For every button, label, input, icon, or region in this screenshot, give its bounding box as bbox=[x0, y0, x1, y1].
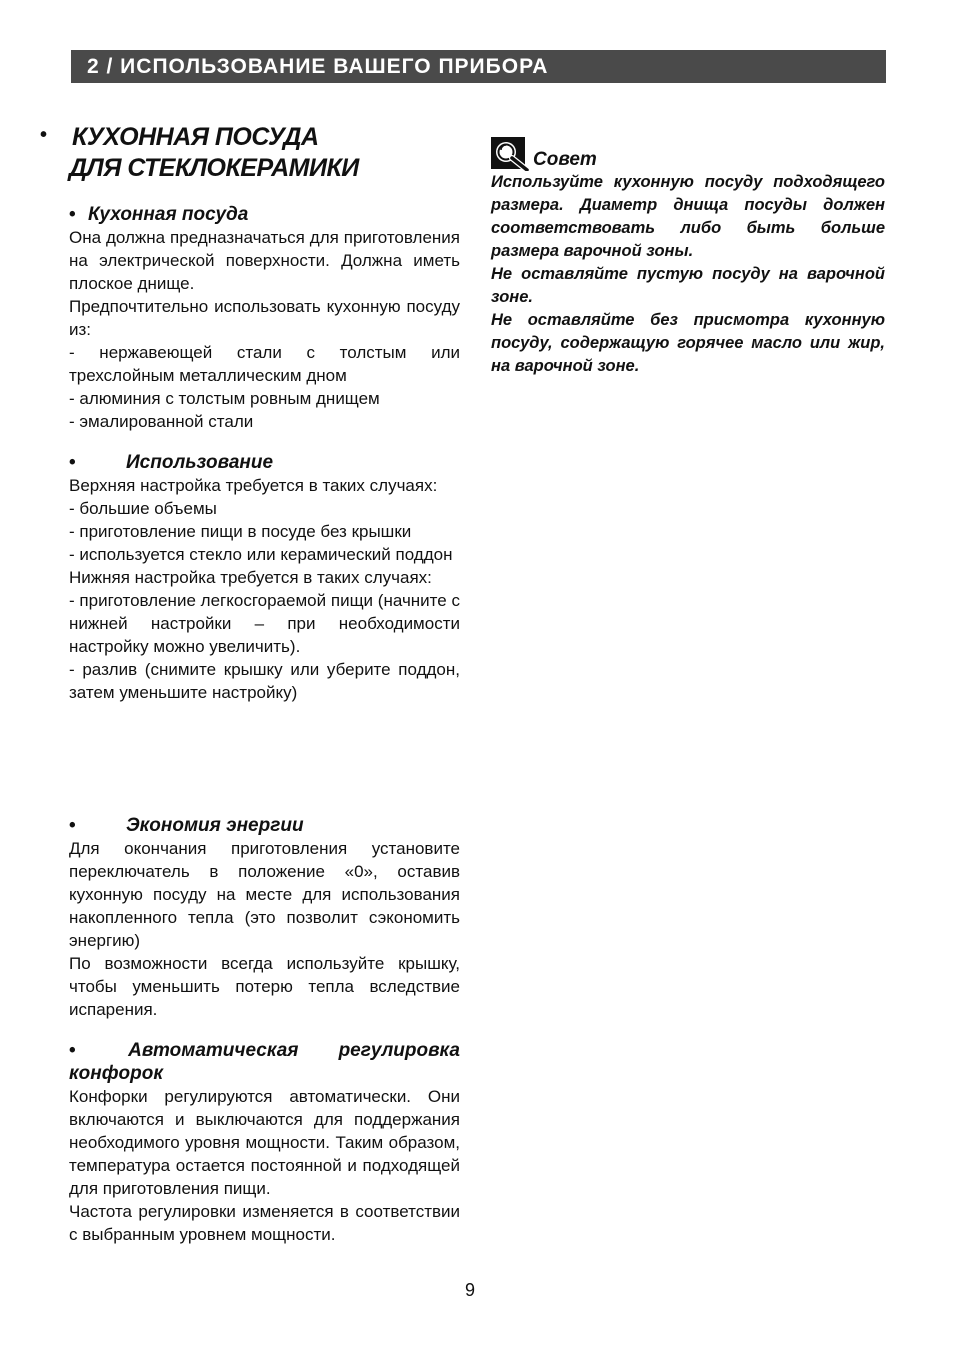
section-heading: • Кухонная посуда bbox=[69, 204, 249, 225]
title-bullet: • bbox=[40, 124, 47, 146]
advice-title: Совет bbox=[533, 149, 597, 170]
section-usage bbox=[69, 451, 460, 704]
main-title bbox=[40, 122, 460, 184]
paragraph: Конфорки регулируются автоматически. Они включаются и выключаются для поддержания необходимого уровня мощности. Таким образом, температура остается постоянной и подходящей для приготовления пищи. bbox=[69, 1087, 460, 1198]
section-header bbox=[71, 50, 886, 83]
section-heading: • Использование bbox=[69, 452, 274, 473]
section-heading: • Экономия энергии bbox=[69, 815, 304, 836]
section-auto-regulation bbox=[69, 1039, 460, 1246]
section-energy bbox=[69, 814, 460, 1021]
paragraph: - приготовление легкосгораемой пищи (начните с нижней настройки – при необходимости настройку можно увеличить). bbox=[69, 591, 460, 656]
main-title-line1: КУХОННАЯ ПОСУДА bbox=[72, 123, 319, 151]
paragraph: Предпочтительно использовать кухонную посуду из: bbox=[69, 297, 460, 339]
advice-header bbox=[491, 137, 885, 171]
section-heading: • Автоматическая регулировка конфорок bbox=[69, 1040, 460, 1084]
page-number: 9 bbox=[464, 1280, 475, 1300]
advice-box bbox=[491, 137, 885, 378]
advice-paragraph: Не оставляйте пустую посуду на варочной зоне. bbox=[491, 265, 885, 306]
paragraph: Она должна предназначаться для приготовления на электрической поверхности. Должна иметь плоское днище. bbox=[69, 228, 460, 293]
advice-paragraph: Используйте кухонную посуду подходящего размера. Диаметр днища посуды должен соответствовать либо быть больше размера варочной зоны. bbox=[491, 173, 885, 260]
paragraph: Для окончания приготовления установите переключатель в положение «0», оставив кухонную посуду на месте для использования накопленного тепла (это позволит сэкономить энергию) bbox=[69, 839, 460, 950]
paragraph: Частота регулировки изменяется в соответствии с выбранным уровнем мощности. bbox=[69, 1202, 460, 1244]
paragraph: - приготовление пищи в посуде без крышки bbox=[69, 522, 412, 541]
paragraph: - большие объемы bbox=[69, 499, 217, 518]
paragraph: Нижняя настройка требуется в таких случаях: bbox=[69, 568, 432, 587]
advice-paragraph: Не оставляйте без присмотра кухонную посуду, содержащую горячее масло или жир, на варочной зоне. bbox=[491, 311, 885, 375]
paragraph: - разлив (снимите крышку или уберите поддон, затем уменьшите настройку) bbox=[69, 660, 460, 702]
paragraph: - используется стекло или керамический поддон bbox=[69, 545, 453, 564]
paragraph: - алюминия с толстым ровным днищем bbox=[69, 389, 380, 408]
paragraph: - нержавеющей стали с толстым или трехслойным металлическим дном bbox=[69, 343, 460, 385]
paragraph: - эмалированной стали bbox=[69, 412, 254, 431]
section-cookware bbox=[69, 203, 460, 433]
paragraph: По возможности всегда используйте крышку, чтобы уменьшить потерю тепла вследствие испарения. bbox=[69, 954, 460, 1019]
paragraph: Верхняя настройка требуется в таких случаях: bbox=[69, 476, 438, 495]
magnifier-icon bbox=[491, 137, 529, 171]
section-header-title: 2 / ИСПОЛЬЗОВАНИЕ ВАШЕГО ПРИБОРА bbox=[87, 55, 549, 78]
main-title-line2: ДЛЯ СТЕКЛОКЕРАМИКИ bbox=[69, 154, 359, 182]
